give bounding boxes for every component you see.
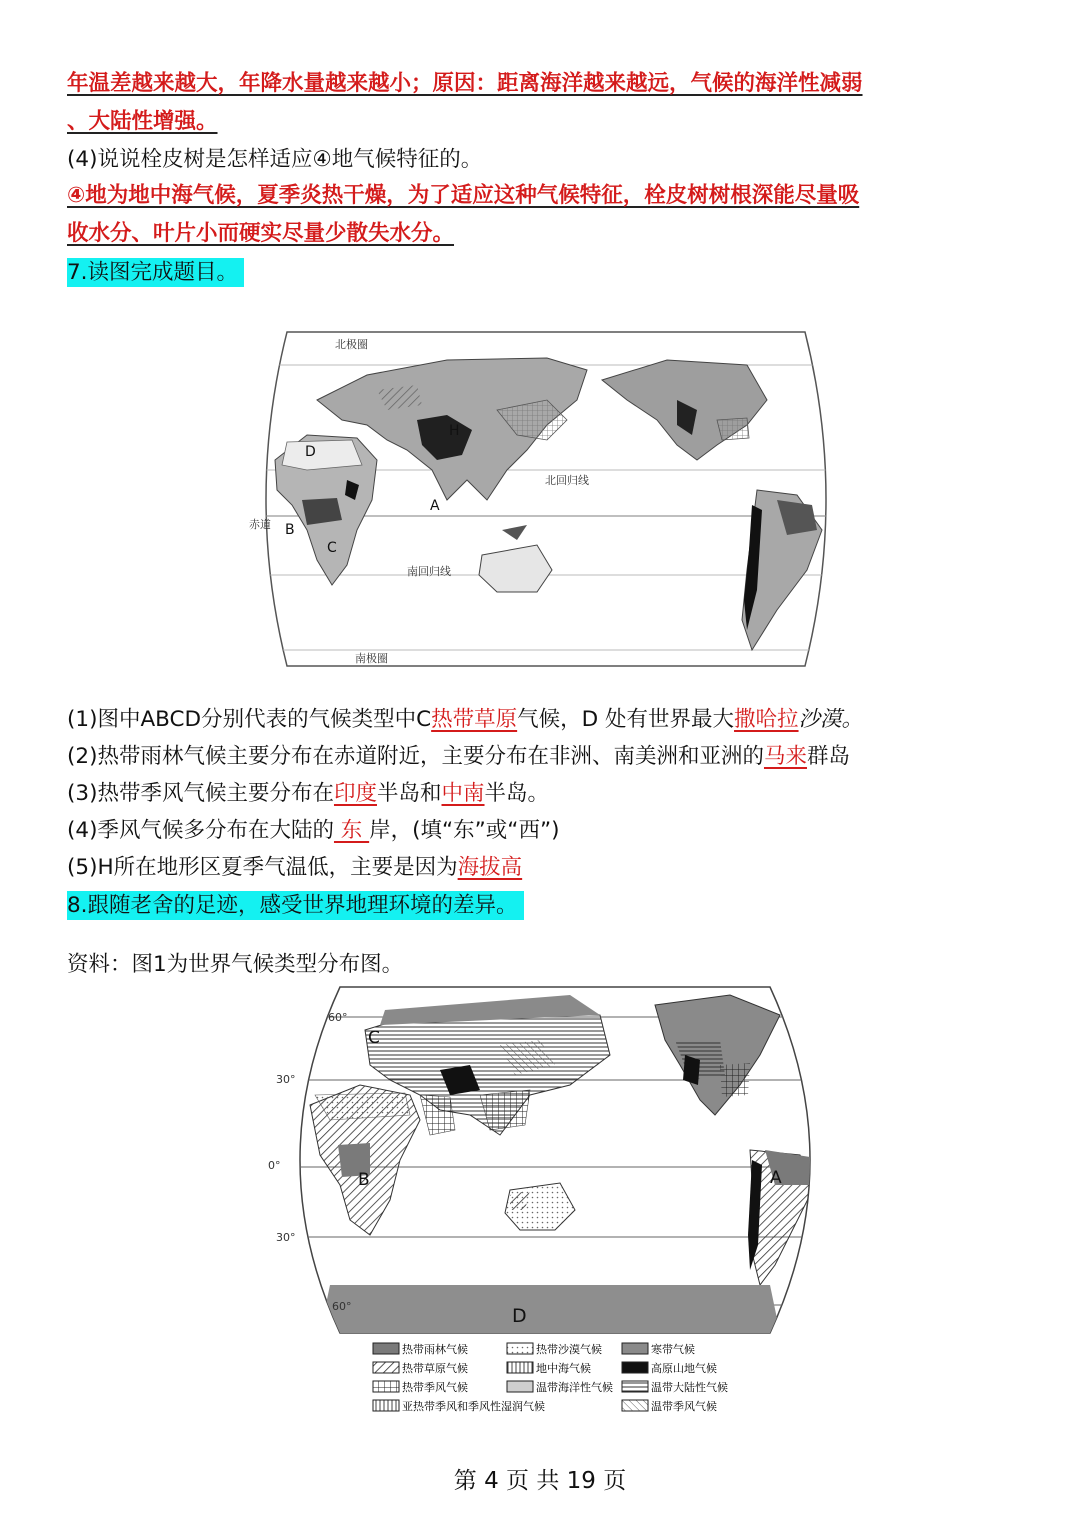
q7-item3-answer1: 印度: [333, 781, 377, 806]
q7-item4-post: 岸，(填“东”或“西”): [369, 818, 560, 843]
label-C: C: [327, 540, 337, 556]
q7-item-1: [67, 705, 863, 735]
q7-item1-answer2: 撒哈拉: [734, 707, 799, 732]
label-antarctic: 南极圈: [355, 652, 388, 665]
label-cancer: 北回归线: [545, 474, 589, 487]
legend-1: 热带沙漠气候: [536, 1343, 602, 1356]
q8-material: 资料：图1为世界气候类型分布图。: [67, 952, 404, 977]
answer-6-3-line2: 、大陆性增强。: [67, 109, 218, 134]
question-7-title: [67, 258, 244, 288]
label8-C: C: [368, 1028, 380, 1048]
legend-4: 地中海气候: [536, 1362, 591, 1375]
map-q7: [247, 330, 845, 668]
q7-item4-pre: (4)季风气候多分布在大陆的: [67, 818, 334, 843]
q7-item3-pre: (3)热带季风气候主要分布在: [67, 781, 334, 806]
legend: [373, 1342, 728, 1413]
q7-item3-mid: 半岛和: [376, 781, 442, 806]
answer-6-3-line1: 年温差越来越大，年降水量越来越小；原因：距离海洋越来越远，气候的海洋性减弱: [67, 71, 863, 96]
label-A: A: [430, 498, 440, 514]
q7-item4-answer1: 东: [333, 818, 370, 843]
label8-D: D: [512, 1305, 527, 1327]
lat-60n: 60°: [328, 1011, 348, 1024]
q7-item1-mid: 气候，D 处有世界最大: [517, 707, 735, 732]
label-equator: 赤道: [249, 518, 271, 531]
answer-6-4-line1: ④地为地中海气候，夏季炎热干燥，为了适应这种气候特征，栓皮树树根深能尽量吸: [67, 183, 860, 208]
legend-5: 高原山地气候: [651, 1362, 717, 1375]
q7-item-5: [67, 853, 522, 883]
q7-item3-answer2: 中南: [441, 781, 485, 806]
label-capricorn: 南回归线: [407, 565, 451, 578]
q7-item-2: [67, 742, 850, 772]
lat-60s: 60°: [332, 1300, 352, 1313]
q7-item-4: [67, 816, 559, 846]
legend-7: 温带海洋性气候: [536, 1381, 613, 1394]
q7-item5-pre: (5)H所在地形区夏季气温低，主要是因为: [67, 855, 458, 880]
legend-0: 热带雨林气候: [402, 1343, 468, 1356]
legend-6: 热带季风气候: [402, 1381, 468, 1394]
q7-item1-post: 沙漠。: [798, 707, 864, 732]
label-H: H: [449, 423, 460, 439]
q7-item5-answer1: 海拔高: [457, 855, 523, 880]
q7-item2-post: 群岛: [806, 744, 850, 769]
q7-item1-pre: (1)图中ABCD分别代表的气候类型中C: [67, 707, 432, 732]
lat-0: 0°: [268, 1159, 281, 1172]
label8-B: B: [358, 1170, 370, 1190]
question-7-title-text: 7.读图完成题目。: [67, 258, 244, 287]
page-footer: 第 4 页 共 19 页: [453, 1468, 627, 1494]
legend-2: 寒带气候: [651, 1343, 695, 1356]
q7-item2-answer1: 马来: [763, 744, 807, 769]
q7-item2-pre: (2)热带雨林气候主要分布在赤道附近，主要分布在非洲、南美洲和亚洲的: [67, 744, 764, 769]
legend-8: 温带大陆性气候: [651, 1381, 728, 1394]
label-D: D: [305, 444, 316, 460]
question-6-4: (4)说说栓皮树是怎样适应④地气候特征的。: [67, 147, 483, 172]
label8-A: A: [770, 1168, 782, 1188]
label-B: B: [285, 522, 295, 538]
legend-10: 温带季风气候: [651, 1400, 717, 1413]
lat-30n: 30°: [276, 1073, 296, 1086]
question-8-title-text: 8.跟随老舍的足迹，感受世界地理环境的差异。: [67, 891, 524, 920]
label-arctic: 北极圈: [335, 338, 368, 351]
map-q8: [270, 985, 835, 1425]
q7-item1-answer1: 热带草原: [431, 707, 518, 732]
lat-30s: 30°: [276, 1231, 296, 1244]
q7-item-3: [67, 779, 549, 809]
legend-9: 亚热带季风和季风性湿润气候: [402, 1400, 545, 1413]
question-8-title: [67, 891, 524, 921]
q7-item3-post: 半岛。: [484, 781, 550, 806]
answer-6-4-line2: 收水分、叶片小而硬实尽量少散失水分。: [67, 221, 455, 246]
legend-3: 热带草原气候: [402, 1362, 468, 1375]
